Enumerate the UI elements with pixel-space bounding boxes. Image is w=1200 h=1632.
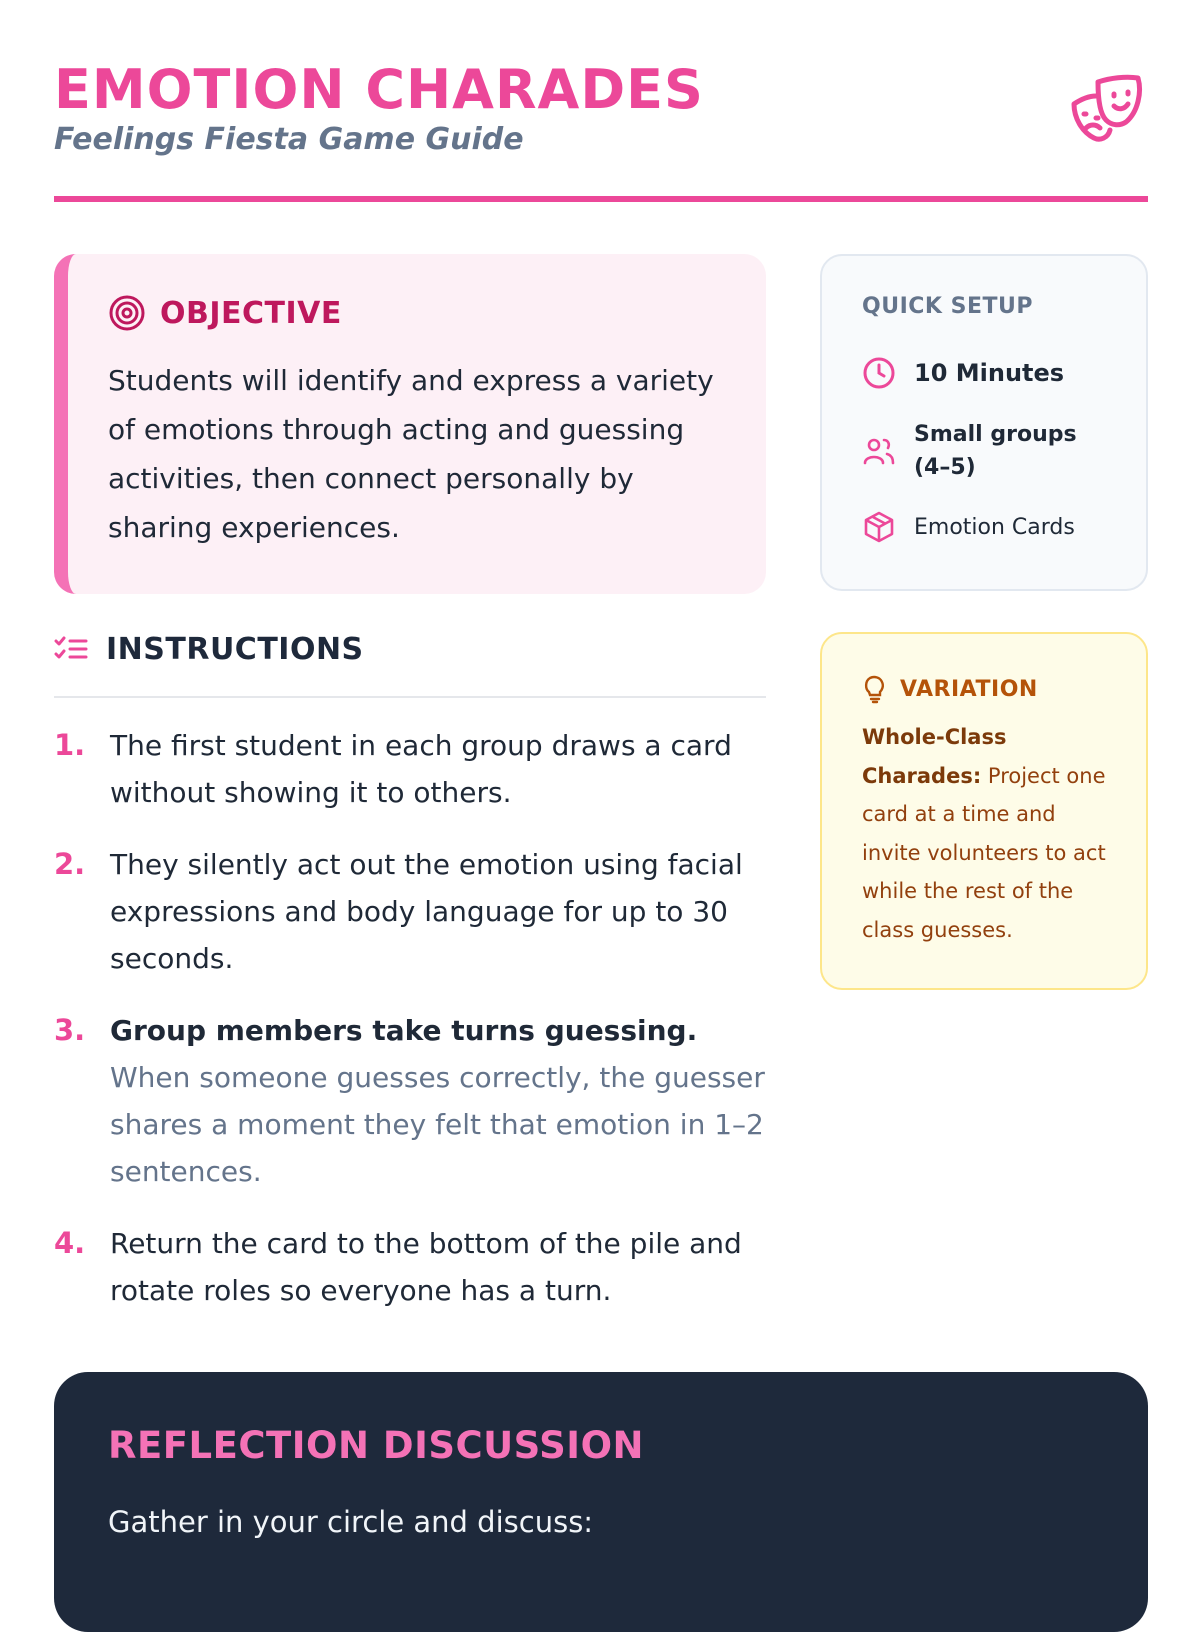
variation-body: Project one card at a time and invite volunteers to act while the rest of the class guesses. bbox=[862, 763, 1106, 942]
instructions-list bbox=[54, 722, 766, 1339]
list-item bbox=[54, 722, 766, 816]
quick-setup-card bbox=[820, 254, 1148, 591]
clock-icon bbox=[862, 356, 896, 390]
step-text: Return the card to the bottom of the pile and rotate roles so everyone has a turn. bbox=[110, 1227, 742, 1307]
setup-duration bbox=[862, 356, 1064, 390]
step-number: 2. bbox=[54, 847, 86, 881]
checklist-icon bbox=[54, 635, 88, 665]
variation-heading: VARIATION bbox=[900, 676, 1038, 702]
variation-lead: Whole-Class Charades: bbox=[862, 725, 1007, 788]
list-item bbox=[54, 1007, 766, 1195]
step-text: The first student in each group draws a card without showing it to others. bbox=[110, 729, 732, 809]
instructions-heading-row bbox=[54, 632, 766, 698]
users-icon bbox=[862, 434, 896, 468]
page-header bbox=[54, 50, 1148, 202]
setup-materials bbox=[862, 510, 1075, 544]
list-item bbox=[54, 841, 766, 982]
step-number: 4. bbox=[54, 1226, 86, 1260]
page-subtitle: Feelings Fiesta Game Guide bbox=[54, 122, 524, 157]
setup-group-size bbox=[862, 418, 1114, 484]
objective-card bbox=[54, 254, 766, 594]
reflection-panel bbox=[54, 1372, 1148, 1632]
setup-group-size-text: Small groups (4–5) bbox=[914, 422, 1077, 480]
variation-text bbox=[862, 718, 1116, 949]
variation-heading-row bbox=[862, 674, 1116, 704]
objective-text: Students will identify and express a variety of emotions through acting and guessing activities, then connect personally by sharing experiences. bbox=[108, 364, 714, 544]
box-icon bbox=[862, 510, 896, 544]
step-text: They silently act out the emotion using facial expressions and body language for up to 30 seconds. bbox=[110, 848, 743, 975]
step-text bbox=[110, 1007, 766, 1195]
quick-setup-heading: QUICK SETUP bbox=[862, 294, 1033, 319]
objective-heading-row bbox=[108, 294, 730, 332]
step-number: 1. bbox=[54, 728, 86, 762]
setup-materials-text: Emotion Cards bbox=[914, 514, 1075, 540]
step-lead: Group members take turns guessing. bbox=[110, 1014, 698, 1047]
lightbulb-icon bbox=[862, 674, 888, 704]
setup-duration-text: 10 Minutes bbox=[914, 359, 1065, 387]
page-title: EMOTION CHARADES bbox=[54, 58, 704, 121]
variation-card bbox=[820, 632, 1148, 990]
instructions-heading: INSTRUCTIONS bbox=[106, 632, 364, 667]
reflection-heading: REFLECTION DISCUSSION bbox=[108, 1424, 644, 1467]
step-detail: When someone guesses correctly, the guesser shares a moment they felt that emotion in 1–2 sentences. bbox=[110, 1061, 765, 1188]
theater-masks-icon bbox=[1068, 70, 1148, 150]
list-item bbox=[54, 1220, 766, 1314]
reflection-text: Gather in your circle and discuss: bbox=[108, 1505, 594, 1539]
target-icon bbox=[108, 294, 146, 332]
step-number: 3. bbox=[54, 1013, 86, 1047]
objective-heading: OBJECTIVE bbox=[160, 295, 342, 331]
